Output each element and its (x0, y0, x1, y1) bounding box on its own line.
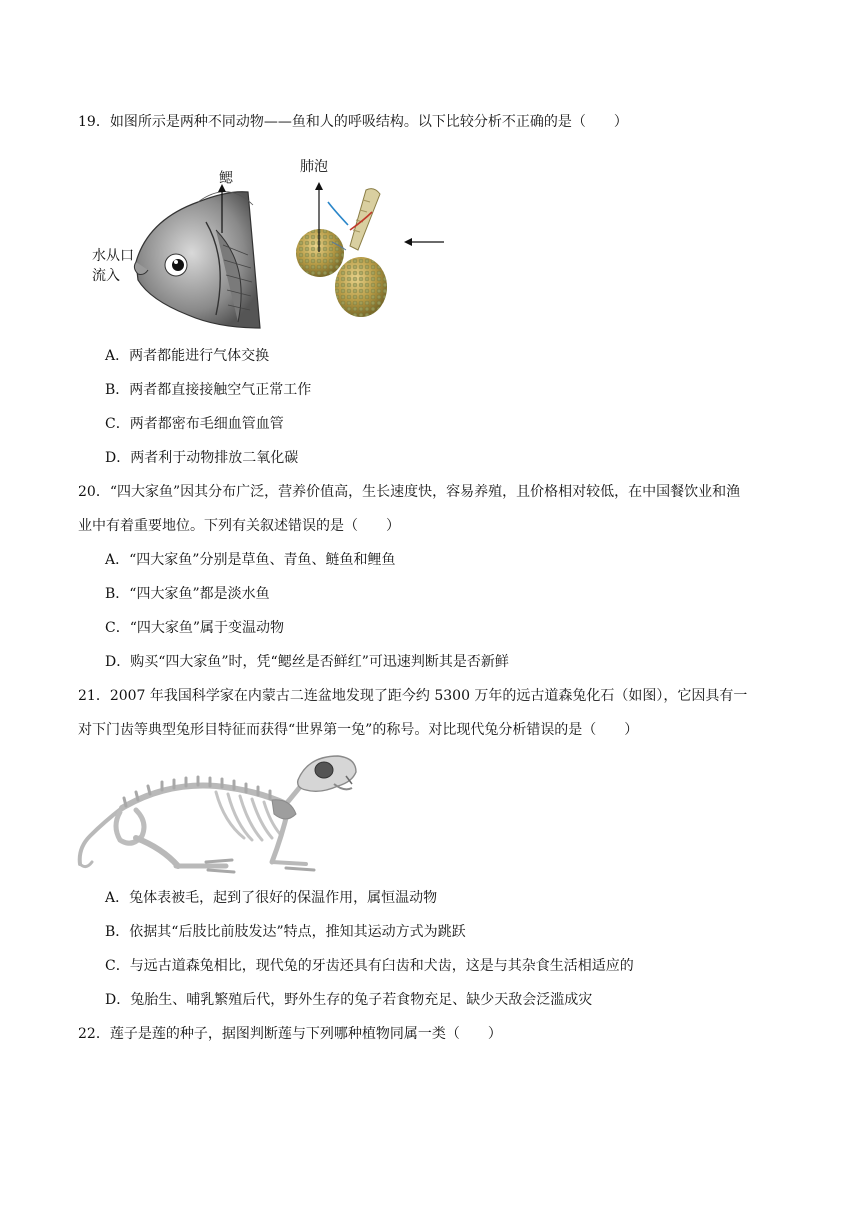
question-22-stem (78, 1024, 502, 1044)
option-19-a: A．两者都能进行气体交换 (105, 348, 270, 364)
question-20-stem-line1 (78, 482, 740, 502)
option-20-a: A．“四大家鱼”分别是草鱼、青鱼、鲢鱼和鲤鱼 (105, 552, 396, 568)
question-19-stem (78, 112, 628, 132)
question-21-stem-line2: 对下门齿等典型兔形目特征而获得“世界第一兔”的称号。对比现代兔分析错误的是（ ） (78, 722, 639, 738)
option-20-c: C．“四大家鱼”属于变温动物 (105, 620, 285, 636)
option-20-b: B．“四大家鱼”都是淡水鱼 (105, 586, 270, 602)
option-21-a: A．兔体表被毛，起到了很好的保温作用，属恒温动物 (105, 890, 438, 906)
water-inlet-label-1: 水从口 (92, 248, 134, 264)
gill-label: 鳃 (217, 170, 233, 184)
question-text: 如图所示是两种不同动物——鱼和人的呼吸结构。以下比较分析不正确的是（ ） (109, 114, 628, 130)
option-21-b: B．依据其“后肢比前肢发达”特点，推知其运动方式为跳跃 (105, 924, 466, 940)
alveoli-label: 肺泡 (300, 159, 328, 175)
option-19-b: B．两者都直接接触空气正常工作 (105, 382, 312, 398)
option-21-c: C．与远古道森兔相比，现代兔的牙齿还具有臼齿和犬齿，这是与其杂食生活相适应的 (105, 958, 634, 974)
option-19-d: D．两者利于动物排放二氧化碳 (105, 450, 299, 466)
question-number: 21． (78, 688, 110, 704)
question-number: 22． (78, 1026, 110, 1042)
fish-lung-figure (88, 150, 448, 330)
question-text: 2007 年我国科学家在内蒙古二连盆地发现了距今约 5300 万年的远古道森兔化石（如图），它因具有一 (109, 688, 748, 704)
question-number: 20． (78, 484, 110, 500)
fish-head-drawing (88, 150, 448, 330)
water-inlet-label-2: 流入 (92, 268, 120, 284)
question-20-stem-line2: 业中有着重要地位。下列有关叙述错误的是（ ） (78, 518, 400, 534)
question-21-stem-line1 (78, 686, 747, 706)
option-20-d: D．购买“四大家鱼”时，凭“鳃丝是否鲜红”可迅速判断其是否新鲜 (105, 654, 509, 670)
option-19-c: C．两者都密布毛细血管血管 (105, 416, 284, 432)
question-text: 莲子是莲的种子，据图判断莲与下列哪种植物同属一类（ ） (109, 1026, 502, 1042)
question-number: 19． (78, 114, 110, 130)
rabbit-skeleton-drawing (76, 752, 360, 876)
option-21-d: D．兔胎生、哺乳繁殖后代，野外生存的兔子若食物充足、缺少天敌会泛滥成灾 (105, 992, 593, 1008)
question-text: “四大家鱼”因其分布广泛，营养价值高，生长速度快，容易养殖，且价格相对较低，在中国餐饮业和渔 (109, 484, 741, 500)
rabbit-skeleton-figure (76, 752, 360, 876)
